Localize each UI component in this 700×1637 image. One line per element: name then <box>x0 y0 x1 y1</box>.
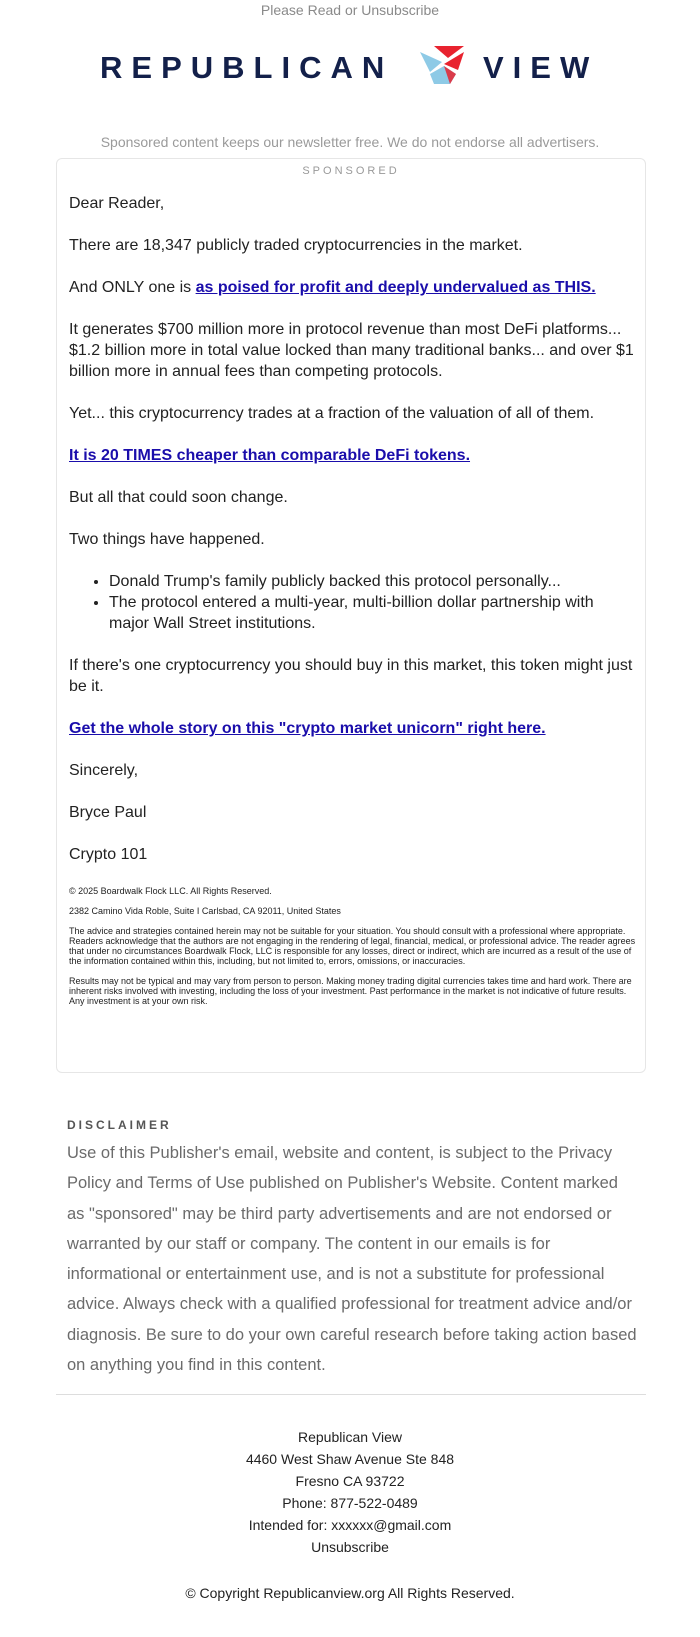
footer-copyright: © Copyright Republicanview.org All Rights Reserved. <box>185 1585 515 1601</box>
sponsored-card <box>56 158 646 1073</box>
top-bar <box>0 2 700 18</box>
ad-body <box>69 193 637 1016</box>
ad-link-paragraph-3 <box>69 718 637 739</box>
footer-phone: Phone: 877-522-0489 <box>282 1495 418 1511</box>
signer-name: Bryce Paul <box>69 804 147 821</box>
whole-story-link[interactable]: Get the whole story on this "crypto market unicorn" right here. <box>69 720 546 737</box>
read-or-unsubscribe-link[interactable]: Please Read or Unsubscribe <box>260 2 440 18</box>
cheaper-tokens-link[interactable]: It is 20 TIMES cheaper than comparable DeFi tokens. <box>69 447 471 464</box>
sponsor-note: Sponsored content keeps our newsletter free. We do not endorse all advertisers. <box>100 134 600 150</box>
brand-logo[interactable] <box>0 46 700 90</box>
fine-advice: The advice and strategies contained herein may not be suitable for your situation. You should consult with a professional where appropriate. Readers acknowledge that the authors are not engaging in the rendering of legal, financial, medical, or professional advice. The reader agrees that under no circumstances Boardwalk Flock, LLC is responsible for any losses, direct or indirect, which are incurred as a result of the use of the information contained within this, including, but not limited to, errors, omissions, or inaccuracies. <box>69 926 636 966</box>
ad-paragraph-3: It generates $700 million more in protocol revenue than most DeFi platforms... $1.2 billion more in total value locked than many traditional banks... and over $1 billion more in annual fees than competing protocols. <box>69 321 634 380</box>
ad-paragraph-2-prefix: And ONLY one is <box>69 279 196 296</box>
brand-word-right: VIEW <box>483 50 599 85</box>
list-item: • The protocol entered a multi-year, multi-billion dollar partnership with major Wall Street institutions. <box>109 592 637 634</box>
disclaimer-heading: DISCLAIMER <box>67 1118 172 1132</box>
undervalued-link[interactable]: as poised for profit and deeply undervalued as THIS. <box>195 279 596 296</box>
disclaimer-text: Use of this Publisher's email, website and content, is subject to the Privacy Policy and Terms of Use published on Publisher's Website. Content marked as "sponsored" may be third party advertisements and are not endorsed or warranted by our staff or company. The content in our emails is for informational or entertainment use, and is not a substitute for professional advice. Always check with a qualified professional for treatment advice and/or diagnosis. Be sure to do your own careful research before taking action based on anything you find in this content. <box>67 1144 637 1375</box>
signer-org: Crypto 101 <box>69 846 148 863</box>
sponsored-label: SPONSORED <box>302 165 400 177</box>
footer-publisher-name: Republican View <box>297 1429 403 1445</box>
footer <box>0 1426 700 1558</box>
fine-copyright: © 2025 Boardwalk Flock LLC. All Rights Reserved. <box>69 886 272 896</box>
greeting: Dear Reader, <box>69 195 165 212</box>
footer-divider <box>56 1394 646 1395</box>
list-item: • Donald Trump's family publicly backed this protocol personally... <box>109 571 637 592</box>
ad-paragraph-7: If there's one cryptocurrency you should buy in this market, this token might just be it. <box>69 657 633 695</box>
fine-results: Results may not be typical and may vary from person to person. Making money trading digital currencies takes time and hard work. There are inherent risks involved with investing, including the loss of your investment. Past performance in the market is not indicative of future results. Any investment is at your own risk. <box>69 976 632 1006</box>
fine-print <box>69 886 637 1006</box>
star-emblem-icon <box>420 46 464 86</box>
unsubscribe-link[interactable]: Unsubscribe <box>311 1539 389 1555</box>
disclaimer-section <box>67 1118 637 1380</box>
ad-paragraph-2 <box>69 277 637 298</box>
ad-paragraph-4: Yet... this cryptocurrency trades at a fraction of the valuation of all of them. <box>69 405 595 422</box>
signoff: Sincerely, <box>69 762 139 779</box>
ad-link-paragraph-2 <box>69 445 637 466</box>
ad-paragraph-6: Two things have happened. <box>69 531 265 548</box>
fine-address: 2382 Camino Vida Roble, Suite I Carlsbad, CA 92011, United States <box>69 906 341 916</box>
ad-paragraph-5: But all that could soon change. <box>69 489 288 506</box>
footer-city: Fresno CA 93722 <box>295 1473 405 1489</box>
footer-street: 4460 West Shaw Avenue Ste 848 <box>245 1451 455 1467</box>
ad-paragraph-1: There are 18,347 publicly traded cryptocurrencies in the market. <box>69 237 523 254</box>
footer-intended-for: Intended for: xxxxxx@gmail.com <box>248 1517 452 1533</box>
bullet-list <box>69 571 637 634</box>
brand-word-left: REPUBLICAN <box>100 50 394 85</box>
